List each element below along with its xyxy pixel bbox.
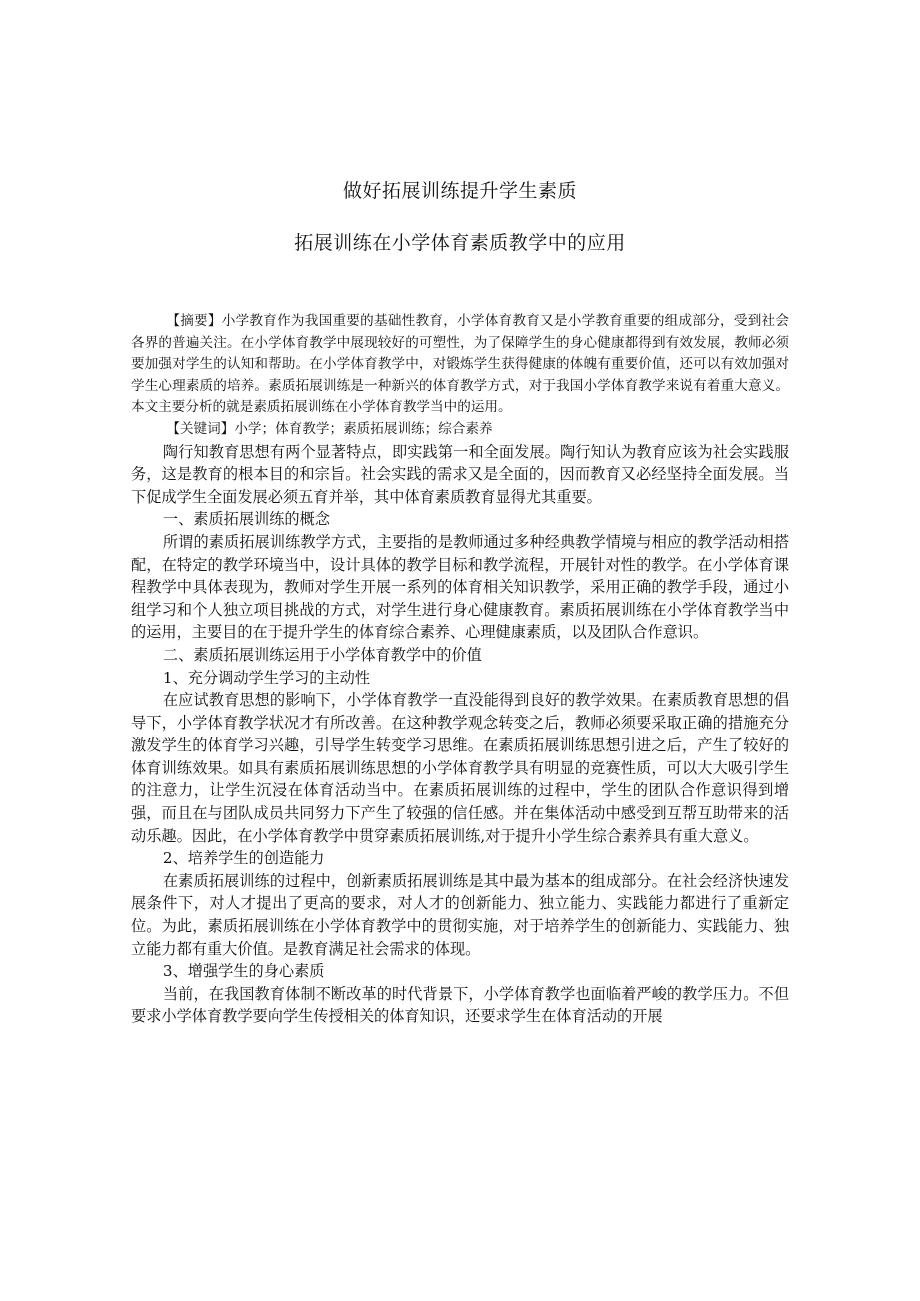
subsection-heading-2-3: 3、增强学生的身心素质 (162, 962, 325, 981)
keywords-paragraph: 【关键词】小学；体育教学；素质拓展训练；综合素养 (166, 420, 493, 437)
intro-paragraph: 陶行知教育思想有两个显著特点，即实践第一和全面发展。陶行知认为教育应该为社会实践服务，这是教育的根本目的和宗旨。社会实践的需求又是全面的，因而教育又必经坚持全面发展。当下促成学生全面发展必须五育并举，其中体育素质教育显得尤其重要。 (131, 442, 789, 506)
document-subtitle: 拓展训练在小学体育素质教学中的应用 (294, 232, 626, 254)
subsection-2-2-paragraph: 在素质拓展训练的过程中，创新素质拓展训练是其中最为基本的组成部分。在社会经济快速发展条件下，对人才提出了更高的要求，对人才的创新能力、独立能力、实践能力都进行了重新定位。为此，素质拓展训练在小学体育教学中的贯彻实施，对于培养学生的创新能力、实践能力、独立能力都有重大价值。是教育满足社会需求的体现。 (131, 871, 789, 958)
abstract-paragraph: 【摘要】小学教育作为我国重要的基础性教育，小学体育教育又是小学教育重要的组成部分，受到社会各界的普遍关注。在小学体育教学中展现较好的可塑性，为了保障学生的身心健康都得到有效发展，教师必须要加强对学生的认知和帮助。在小学体育教学中，对锻炼学生获得健康的体魄有重要价值，还可以有效加强对学生心理素质的培养。素质拓展训练是一种新兴的体育教学方式，对于我国小学体育教学来说有着重大意义。本文主要分析的就是素质拓展训练在小学体育教学当中的运用。 (131, 313, 789, 416)
subsection-heading-2-2: 2、培养学生的创造能力 (162, 849, 325, 868)
section-heading-1: 一、素质拓展训练的概念 (162, 510, 330, 529)
subsection-2-1-paragraph: 在应试教育思想的影响下，小学体育教学一直没能得到良好的教学效果。在素质教育思想的倡导下，小学体育教学状况才有所改善。在这种教学观念转变之后，教师必须要采取正确的措施充分激发学生的体育学习兴趣，引导学生转变学习思维。在素质拓展训练思想引进之后，产生了较好的体育训练效果。如具有素质拓展训练思想的小学体育教学具有明显的竞赛性质，可以大大吸引学生的注意力，让学生沉浸在体育活动当中。在素质拓展训练的过程中，学生的团队合作意识得到增强，而且在与团队成员共同努力下产生了较强的信任感。并在集体活动中感受到互帮互助带来的活动乐趣。因此，在小学体育教学中贯穿素质拓展训练,对于提升小学生综合素养具有重大意义。 (131, 691, 789, 845)
subsection-heading-2-1: 1、充分调动学生学习的主动性 (162, 668, 371, 687)
document-body (131, 311, 789, 1028)
document-title: 做好拓展训练提升学生素质 (342, 180, 577, 202)
subsection-2-3-paragraph: 当前，在我国教育体制不断改革的时代背景下，小学体育教学也面临着严峻的教学压力。不但要求小学体育教学要向学生传授相关的体育知识，还要求学生在体育活动的开展 (131, 984, 789, 1026)
section-1-paragraph: 所谓的素质拓展训练教学方式，主要指的是教师通过多种经典教学情境与相应的教学活动相搭配，在特定的教学环境当中，设计具体的教学目标和教学流程，开展针对性的教学。在小学体育课程教学中具体表现为，教师对学生开展一系列的体育相关知识教学，采用正确的教学手段，通过小组学习和个人独立项目挑战的方式，对学生进行身心健康教育。素质拓展训练在小学体育教学当中的运用，主要目的在于提升学生的体育综合素养、心理健康素质，以及团队合作意识。 (131, 532, 789, 642)
section-heading-2: 二、素质拓展训练运用于小学体育教学中的价值 (162, 645, 482, 664)
